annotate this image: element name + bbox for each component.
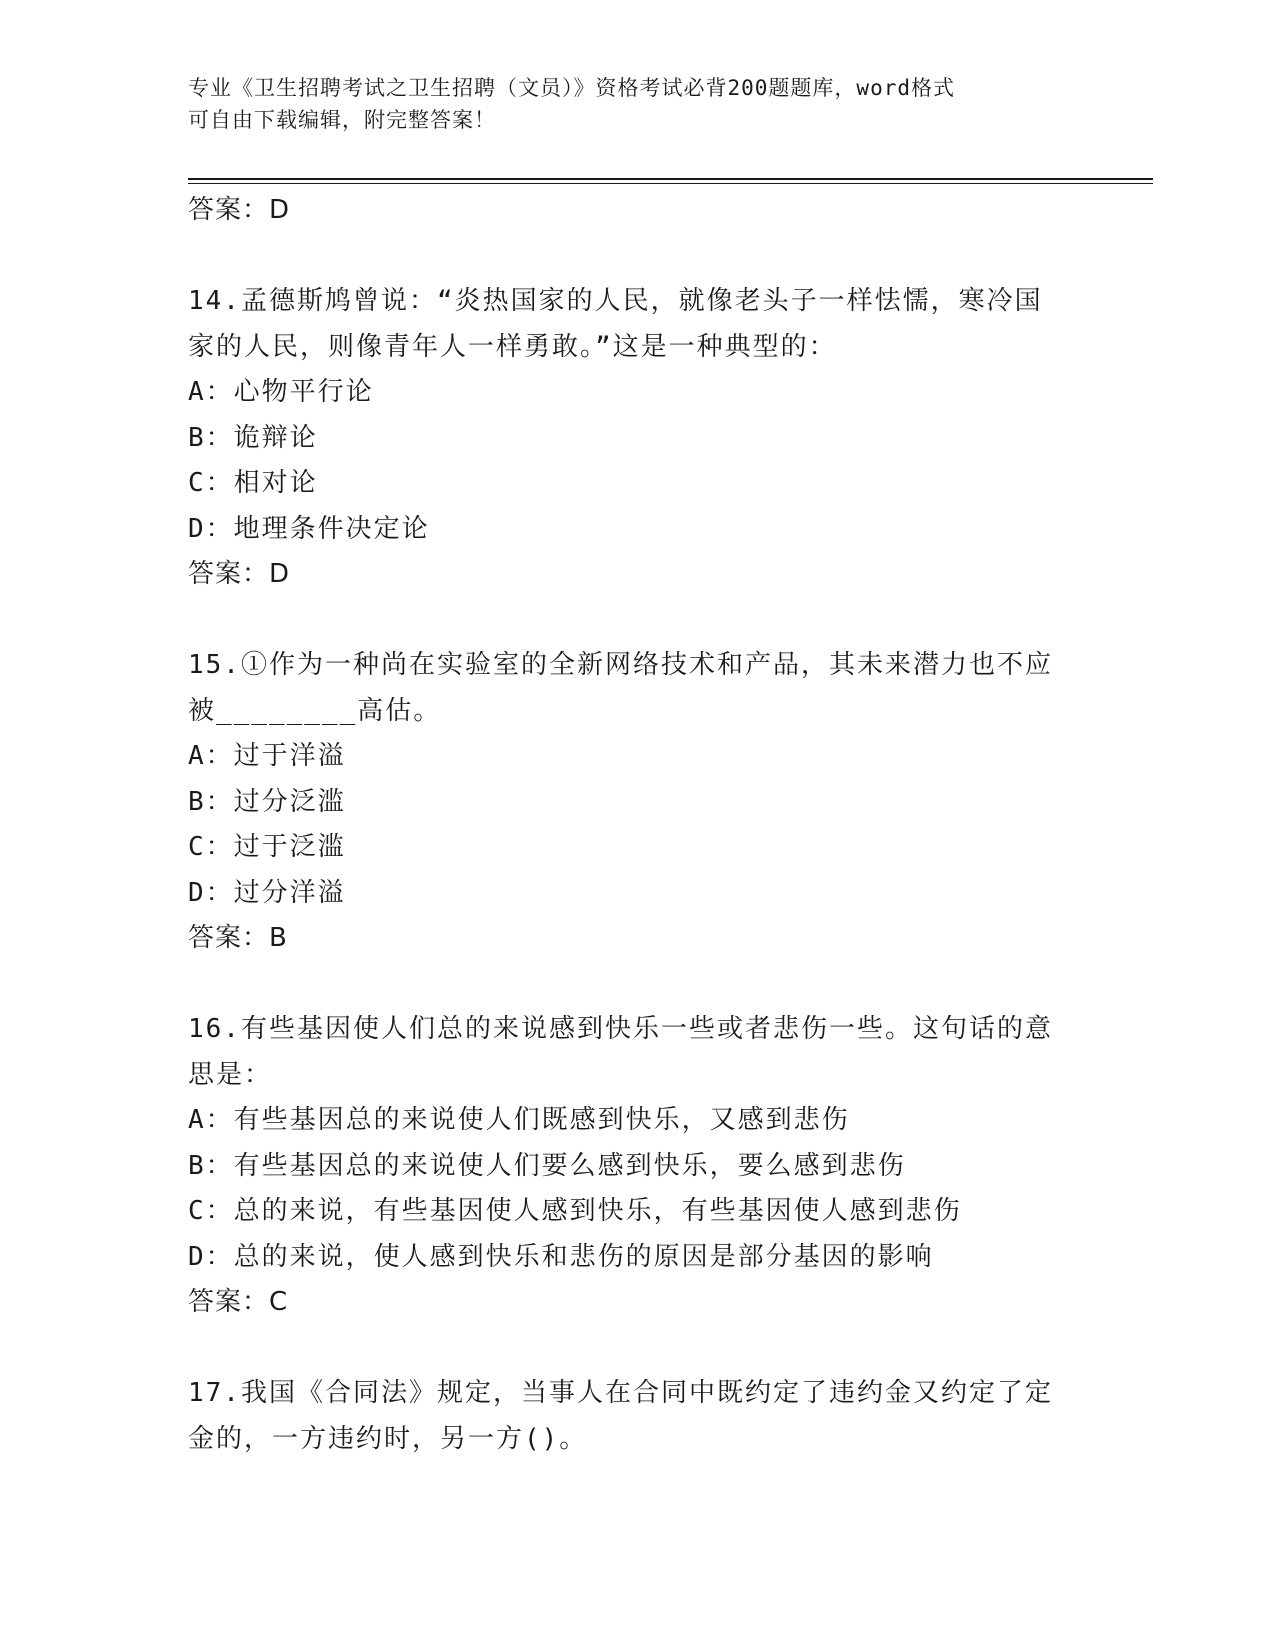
answer-line: 答案：D [188,559,291,589]
question-16 [188,1007,1088,1326]
option-c: C：相对论 [188,468,318,498]
spacer [188,1326,1088,1372]
question-15 [188,643,1088,962]
spacer [188,962,1088,1008]
header-rule-thick [188,178,1153,180]
option-b: B：有些基因总的来说使人们要么感到快乐，要么感到悲伤 [188,1150,906,1181]
header-rule-thin [188,183,1153,184]
option-b: B：过分泛滥 [188,786,346,817]
question-14 [188,279,1088,598]
question-stem-line: 被________高估。 [188,695,442,726]
option-d: D：总的来说，使人感到快乐和悲伤的原因是部分基因的影响 [188,1241,934,1272]
answer-line: 答案：C [188,1287,289,1317]
option-a: A：心物平行论 [188,377,374,407]
document-header [188,72,1088,136]
header-line-1: 专业《卫生招聘考试之卫生招聘（文员）》资格考试必背200题题库，word格式 [188,76,955,100]
question-stem-line: 14.孟德斯鸠曾说：“炎热国家的人民，就像老头子一样怯懦，寒冷国 [188,286,1043,316]
question-stem-line: 15.①作为一种尚在实验室的全新网络技术和产品，其未来潜力也不应 [188,650,1053,680]
question-stem-line: 16.有些基因使人们总的来说感到快乐一些或者悲伤一些。这句话的意 [188,1014,1053,1044]
question-stem-line: 金的，一方违约时，另一方()。 [188,1423,588,1454]
option-d: D：地理条件决定论 [188,513,430,544]
question-stem-line: 17.我国《合同法》规定，当事人在合同中既约定了违约金又约定了定 [188,1378,1053,1408]
option-c: C：总的来说，有些基因使人感到快乐，有些基因使人感到悲伤 [188,1196,962,1226]
answer-line: 答案：D [188,195,291,225]
option-c: C：过于泛滥 [188,832,346,862]
option-d: D：过分洋溢 [188,877,346,908]
question-list [188,188,1088,1462]
question-stem-line: 家的人民，则像青年人一样勇敢。”这是一种典型的： [188,331,837,362]
spacer [188,598,1088,644]
spacer [188,234,1088,280]
question-stem-line: 思是： [188,1059,273,1090]
header-line-2: 可自由下载编辑，附完整答案！ [188,108,496,132]
option-b: B：诡辩论 [188,422,318,453]
answer-line: 答案：B [188,923,288,953]
question-17 [188,1371,1088,1462]
option-a: A：过于洋溢 [188,741,346,771]
option-a: A：有些基因总的来说使人们既感到快乐，又感到悲伤 [188,1105,850,1135]
